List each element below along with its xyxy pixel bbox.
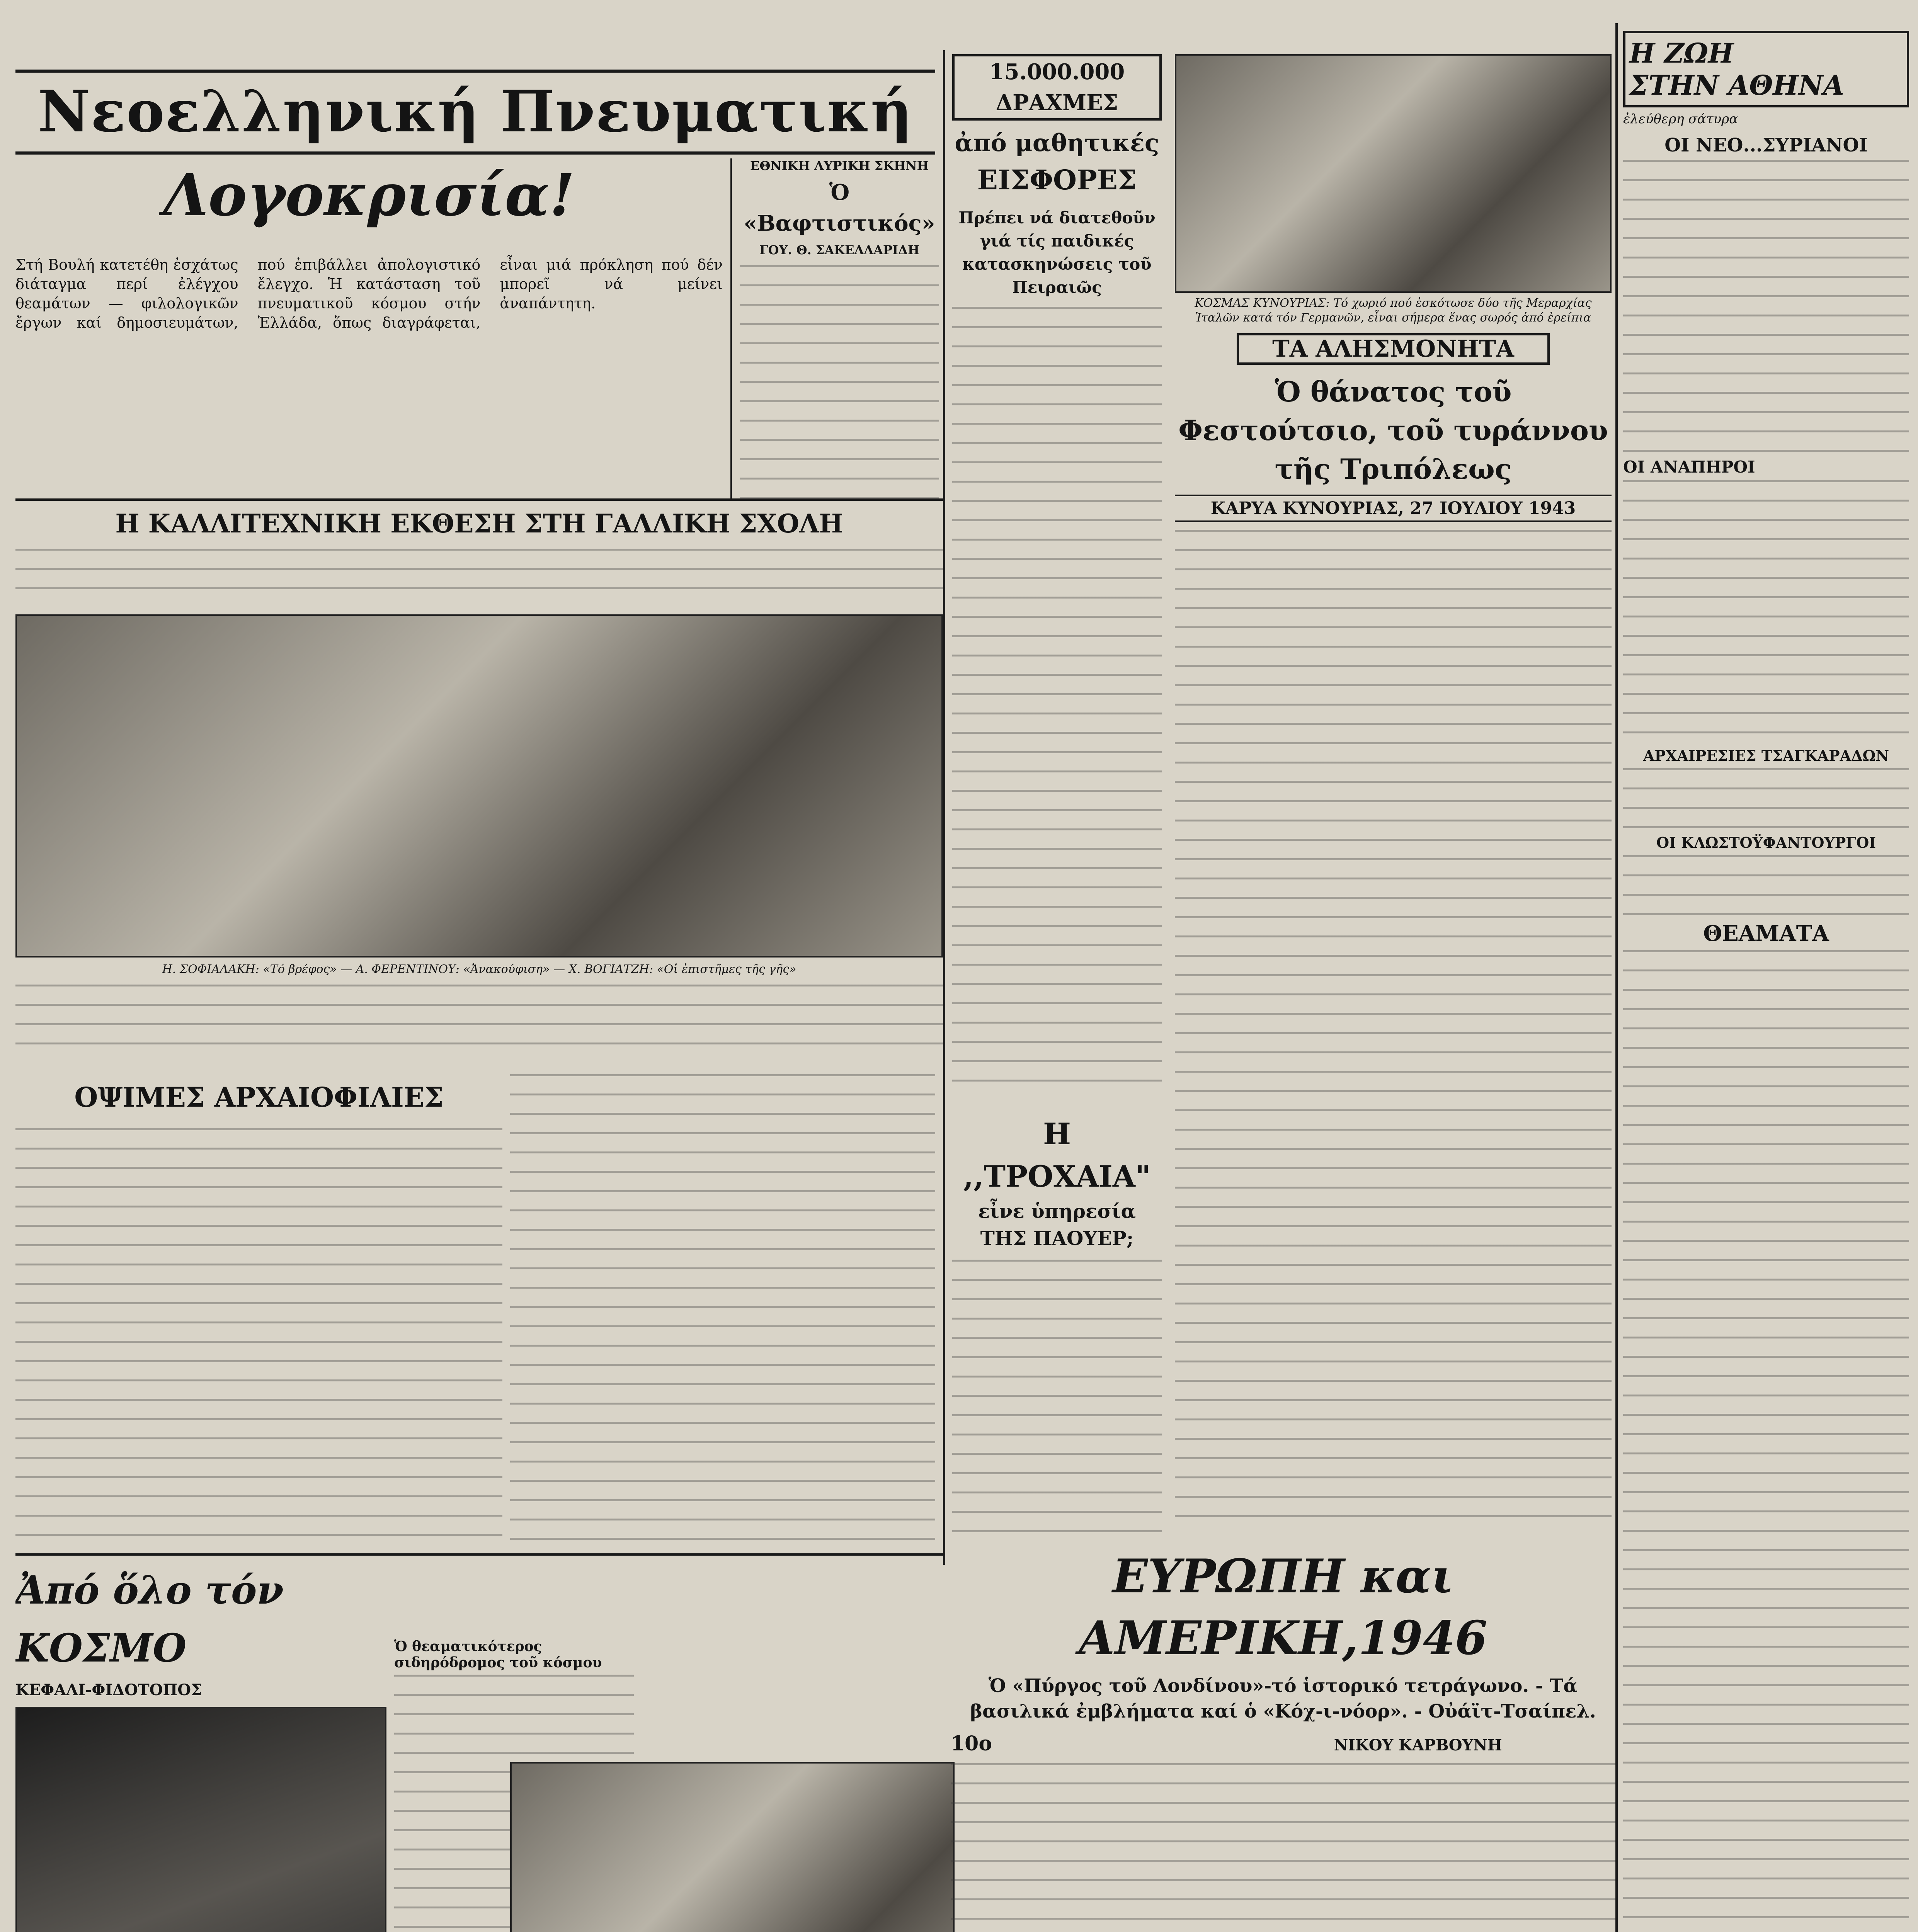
kynouria-caption: ΚΟΣΜΑΣ ΚΥΝΟΥΡΙΑΣ: Τό χωριό πού ἐσκότωσε δύο τῆς Μεραρχίας Ἰταλῶν κατά τόν Γερμανῶν, εἶναι σήμερα ἕνας σωρός ἀπό ἐρείπια [1195,296,1592,325]
europe-sub: Ὁ «Πύργος τοῦ Λονδίνου»-τό ἱστορικό τετράγωνο. - Τά βασιλικά ἐμβλήματα καί ὁ «Κόχ-ι-νόορ». - Οὐάϊτ-Τσαίπελ. [970,1675,1596,1722]
theatre-byline: ΓΟΥ. Θ. ΣΑΚΕΛΛΑΡΙΔΗ [759,243,920,257]
world-banner: Ἀπό ὅλο τόν ΚΟΣΜΟ [15,1567,284,1671]
europe-part: 10ο [951,1732,992,1755]
school-photo-block [510,1762,955,1932]
trolley-headline: Η ,,ΤΡΟΧΑΙΑ" [963,1117,1151,1194]
zoe-title2: ΣΤΗΝ ΑΘΗΝΑ [1629,69,1844,101]
school-headline3: ΕΙΣΦΟΡΕΣ [977,164,1137,196]
exhibition-headline: Η ΚΑΛΛΙΤΕΧΝΙΚΗ ΕΚΘΕΣΗ ΣΤΗ ΓΑΛΛΙΚΗ ΣΧΟΛΗ [115,509,843,539]
archaeology-headline: ΟΨΙΜΕΣ ΑΡΧΑΙΟΦΙΛΙΕΣ [74,1081,444,1113]
kynouria-headline: Ὁ θάνατος τοῦ Φεστούτσιο, τοῦ τυράννου τῆς Τριπόλεως [1178,375,1608,485]
logokrisia-article [15,158,723,498]
europe-byline: ΝΙΚΟΥ ΚΑΡΒΟΥΝΗ [1334,1736,1502,1754]
page-title: Λογοκρισία! [163,161,575,229]
zoe-archairesies: ΑΡΧΑΙΡΕΣΙΕΣ ΤΣΑΓΚΑΡΑΔΩΝ [1643,747,1889,764]
kynouria-dateline: ΚΑΡΥΑ ΚΥΝΟΥΡΙΑΣ, 27 ΙΟΥΛΙΟΥ 1943 [1175,495,1612,522]
zoe-subtitle: ἐλεύθερη σάτυρα [1623,111,1738,127]
archaeology-article [15,1074,502,1549]
europe-headline: ΕΥΡΩΠΗ και ΑΜΕΡΙΚΗ,1946 [1079,1549,1487,1665]
logokrisia-body: Στή Βουλή κατετέθη ἐσχάτως διάταγμα περί ἐλέγχου θεαμάτων — φιλολογικῶν ἔργων καί δημοσιευμάτων, πού ἐπιβάλλει ἀπολογιστικό ἔλεγχο. Ἡ κατάσταση τοῦ πνευματικοῦ κόσμου στήν Ἑλλάδα, ὅπως διαγράφεται, εἶναι μιά πρόκληση πού δέν μπορεῖ νά μείνει ἀναπάντητη. [15,256,723,331]
zoe-anapiroi: ΟΙ ΑΝΑΠΗΡΟΙ [1623,457,1755,476]
world-section [15,1561,386,1932]
kynouria-article [1175,54,1612,1546]
banner-title: Νεοελληνική Πνευματική [37,78,913,145]
hairstyle-photo [15,1707,386,1932]
exhibition-article [15,502,943,1066]
theatre-section: ΕΘΝΙΚΗ ΛΥΡΙΚΗ ΣΚΗΝΗ [750,158,929,173]
school-headline1: 15.000.000 ΔΡΑΧΜΕΣ [952,54,1162,121]
banner-section-title [15,70,935,155]
zoe-klostoyfantourgoi: ΟΙ ΚΛΩΣΤΟΫΦΑΝΤΟΥΡΓΟΙ [1656,834,1876,851]
theatre-body [740,265,939,498]
zoe-title-box [1623,31,1909,107]
school-fund-article [943,54,1171,1097]
school-sub: Πρέπει νά διατεθοῦν γιά τίς παιδικές κατασκηνώσεις τοῦ Πειραιῶς [958,208,1156,297]
school-headline2: ἀπό μαθητικές [955,129,1159,157]
zoe-theamata: ΘΕΑΜΑΤΑ [1703,921,1829,946]
trolley-sub: εἶνε ὑπηρεσία ΤΗΣ ΠΑΟΥΕΡ; [978,1200,1136,1250]
zoe-syrianoi: ΟΙ ΝΕΟ...ΣΥΡΙΑΝΟΙ [1664,134,1868,156]
world-sub1: Ὁ θεαματικότερος σιδηρόδρομος τοῦ κόσμου [394,1638,602,1671]
exhibition-photo [15,614,943,957]
europe-article [951,1546,1615,1932]
exhibition-continued [510,1074,935,1549]
zoe-title1: Η ΖΩΗ [1629,37,1734,69]
kynouria-photo [1175,54,1612,293]
world-label: ΚΕΦΑΛΙ-ΦΙΔΟΤΟΠΟΣ [15,1681,202,1699]
exhibition-caption: Η. ΣΟΦΙΑΛΑΚΗ: «Τό βρέφος» — Α. ΦΕΡΕΝΤΙΝΟΥ: «Ἀνακούφιση» — Χ. ΒΟΓΙΑΤΖΗ: «Οἱ ἐπιστῆμες τῆς γῆς» [162,963,796,976]
theatre-title: Ὁ «Βαφτιστικός» [744,180,935,236]
kynouria-label: ΤΑ ΑΛΗΣΜΟΝΗΤΑ [1237,333,1550,365]
zoe-column [1623,31,1909,1932]
trolley-article [943,1113,1171,1546]
school-group-photo [510,1762,955,1932]
theatre-review [730,158,939,498]
